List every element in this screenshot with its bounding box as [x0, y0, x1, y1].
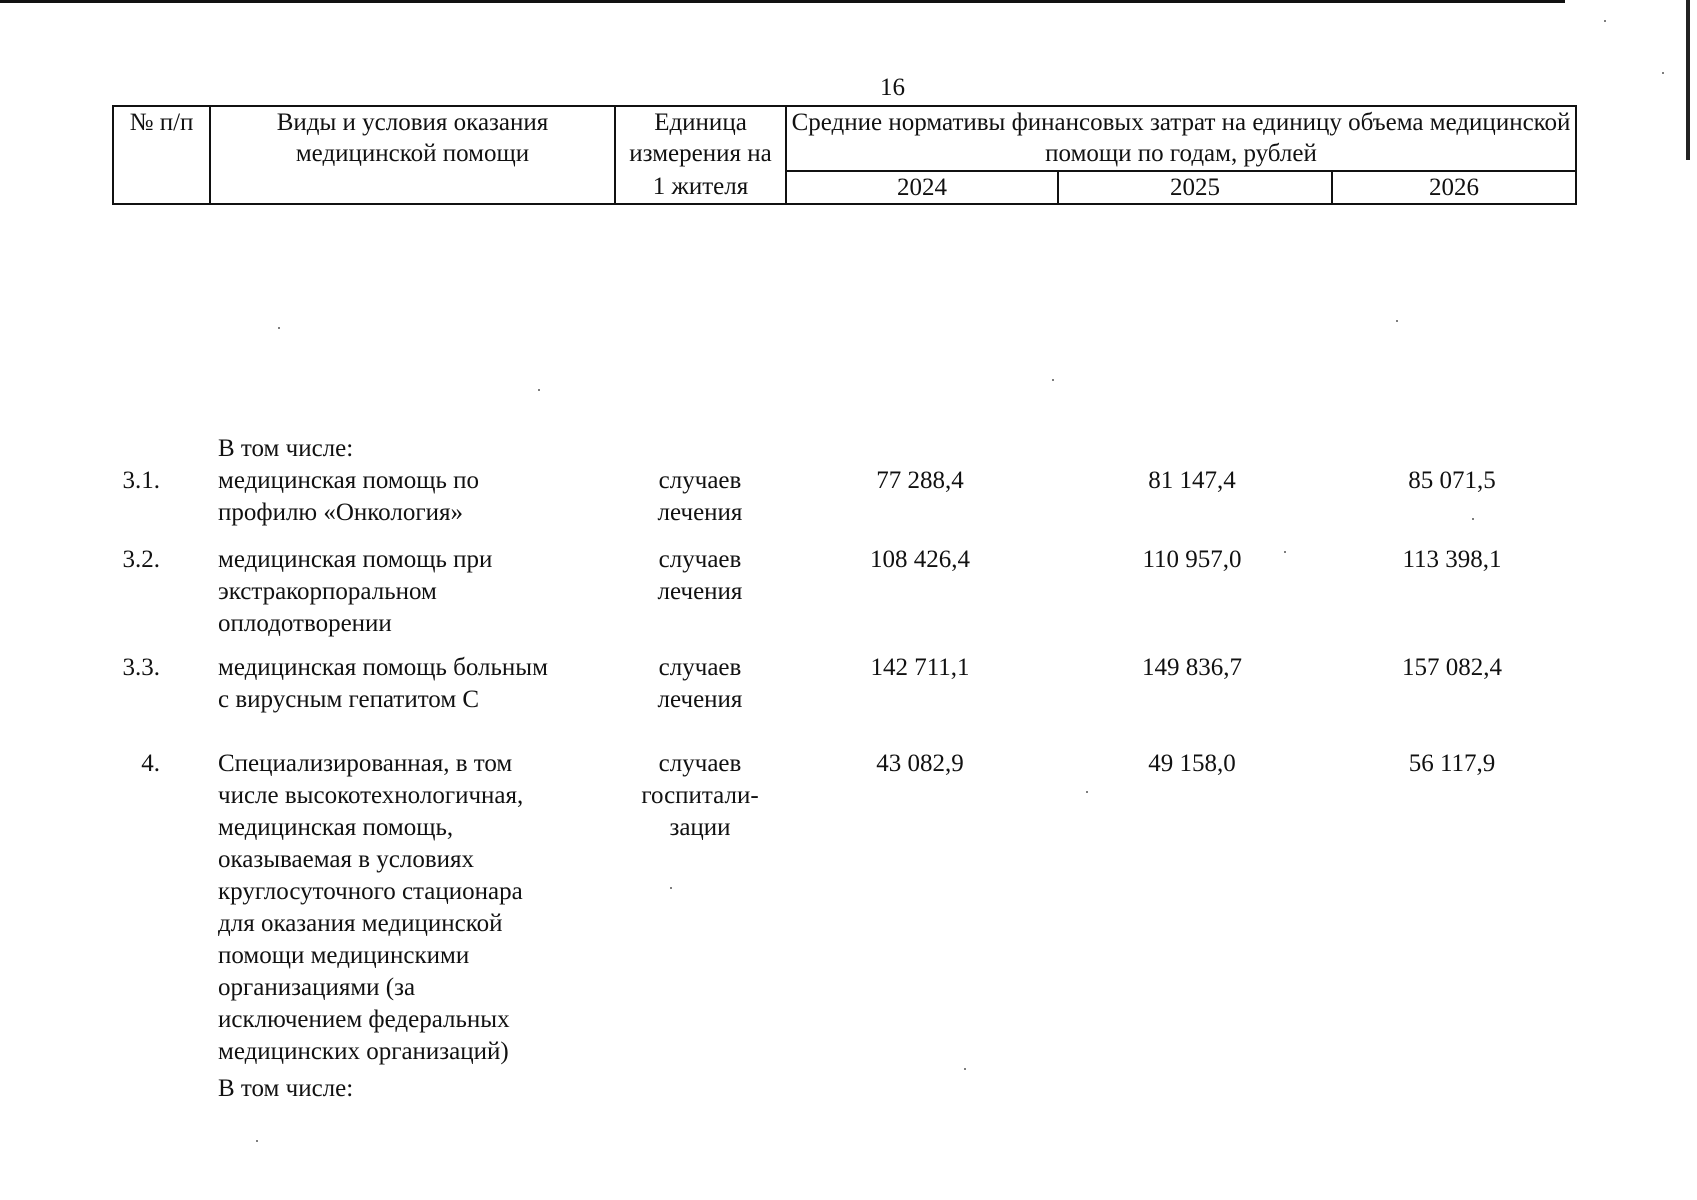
header-col-unit-top: Единица измерения на: [615, 106, 786, 171]
row-number: 3.2.: [122, 546, 160, 573]
scan-speck: [1396, 320, 1398, 322]
row-description: медицинская помощь по профилю «Онкология»: [218, 467, 480, 526]
row-unit: случаев лечения: [657, 654, 743, 713]
row-unit: случаев лечения: [657, 546, 743, 605]
scan-speck: [1284, 551, 1286, 553]
row-value-2024: 43 082,9: [876, 750, 964, 777]
scan-speck: [1052, 379, 1054, 381]
row-description: медицинская помощь больным с вирусным гепатитом С: [218, 654, 548, 713]
row-value-2024: 77 288,4: [876, 467, 964, 494]
top-rule: [0, 0, 1565, 3]
row-description: медицинская помощь при экстракорпоральном оплодотворении: [218, 546, 493, 637]
scan-speck: [256, 1140, 258, 1142]
scan-speck: [1662, 72, 1664, 74]
header-col-norms: Средние нормативы финансовых затрат на единицу объема медицинской помощи по годам, рублей: [786, 106, 1576, 171]
row-value-2025: 49 158,0: [1148, 750, 1236, 777]
row-unit: случаев госпитали- зации: [641, 750, 759, 841]
row-value-2025: 149 836,7: [1142, 654, 1242, 681]
row-value-2024: 142 711,1: [870, 654, 970, 681]
row-number: 3.3.: [122, 654, 160, 681]
row-value-2026: 56 117,9: [1408, 750, 1496, 777]
row-number: 3.1.: [122, 467, 160, 494]
row-unit: случаев лечения: [657, 467, 743, 526]
scan-speck: [1086, 791, 1088, 793]
row-value-2026: 113 398,1: [1402, 546, 1502, 573]
scan-speck: [278, 327, 280, 329]
header-col-type: Виды и условия оказания медицинской помощи: [210, 106, 615, 204]
row-value-2024: 108 426,4: [870, 546, 970, 573]
scan-speck: [670, 887, 672, 889]
row-description: Специализированная, в том числе высокотехнологичная, медицинская помощь, оказываемая в условиях круглосуточного стационара для оказания медицинской помощи медицинскими организациями (за исключением федеральных медицинских организаций): [218, 750, 524, 1065]
header-col-unit-bottom: 1 жителя: [615, 171, 786, 204]
scan-speck: [538, 389, 540, 391]
row-value-2025: 81 147,4: [1148, 467, 1236, 494]
row-number: 4.: [141, 750, 160, 777]
scan-speck: [964, 1068, 966, 1070]
header-col-number: № п/п: [113, 106, 210, 204]
scan-edge-mark: [1686, 0, 1690, 160]
outro-text: В том числе:: [218, 1075, 354, 1102]
intro-text: В том числе:: [218, 435, 354, 462]
scan-speck: [1604, 20, 1606, 22]
scan-speck: [1472, 518, 1474, 520]
row-value-2026: 157 082,4: [1402, 654, 1502, 681]
row-value-2025: 110 957,0: [1142, 546, 1242, 573]
row-value-2026: 85 071,5: [1408, 467, 1496, 494]
table-header: [112, 105, 1577, 205]
header-year-2024: 2024: [786, 171, 1058, 204]
header-year-2025: 2025: [1058, 171, 1332, 204]
page-number: 16: [880, 74, 905, 101]
header-year-2026: 2026: [1332, 171, 1576, 204]
